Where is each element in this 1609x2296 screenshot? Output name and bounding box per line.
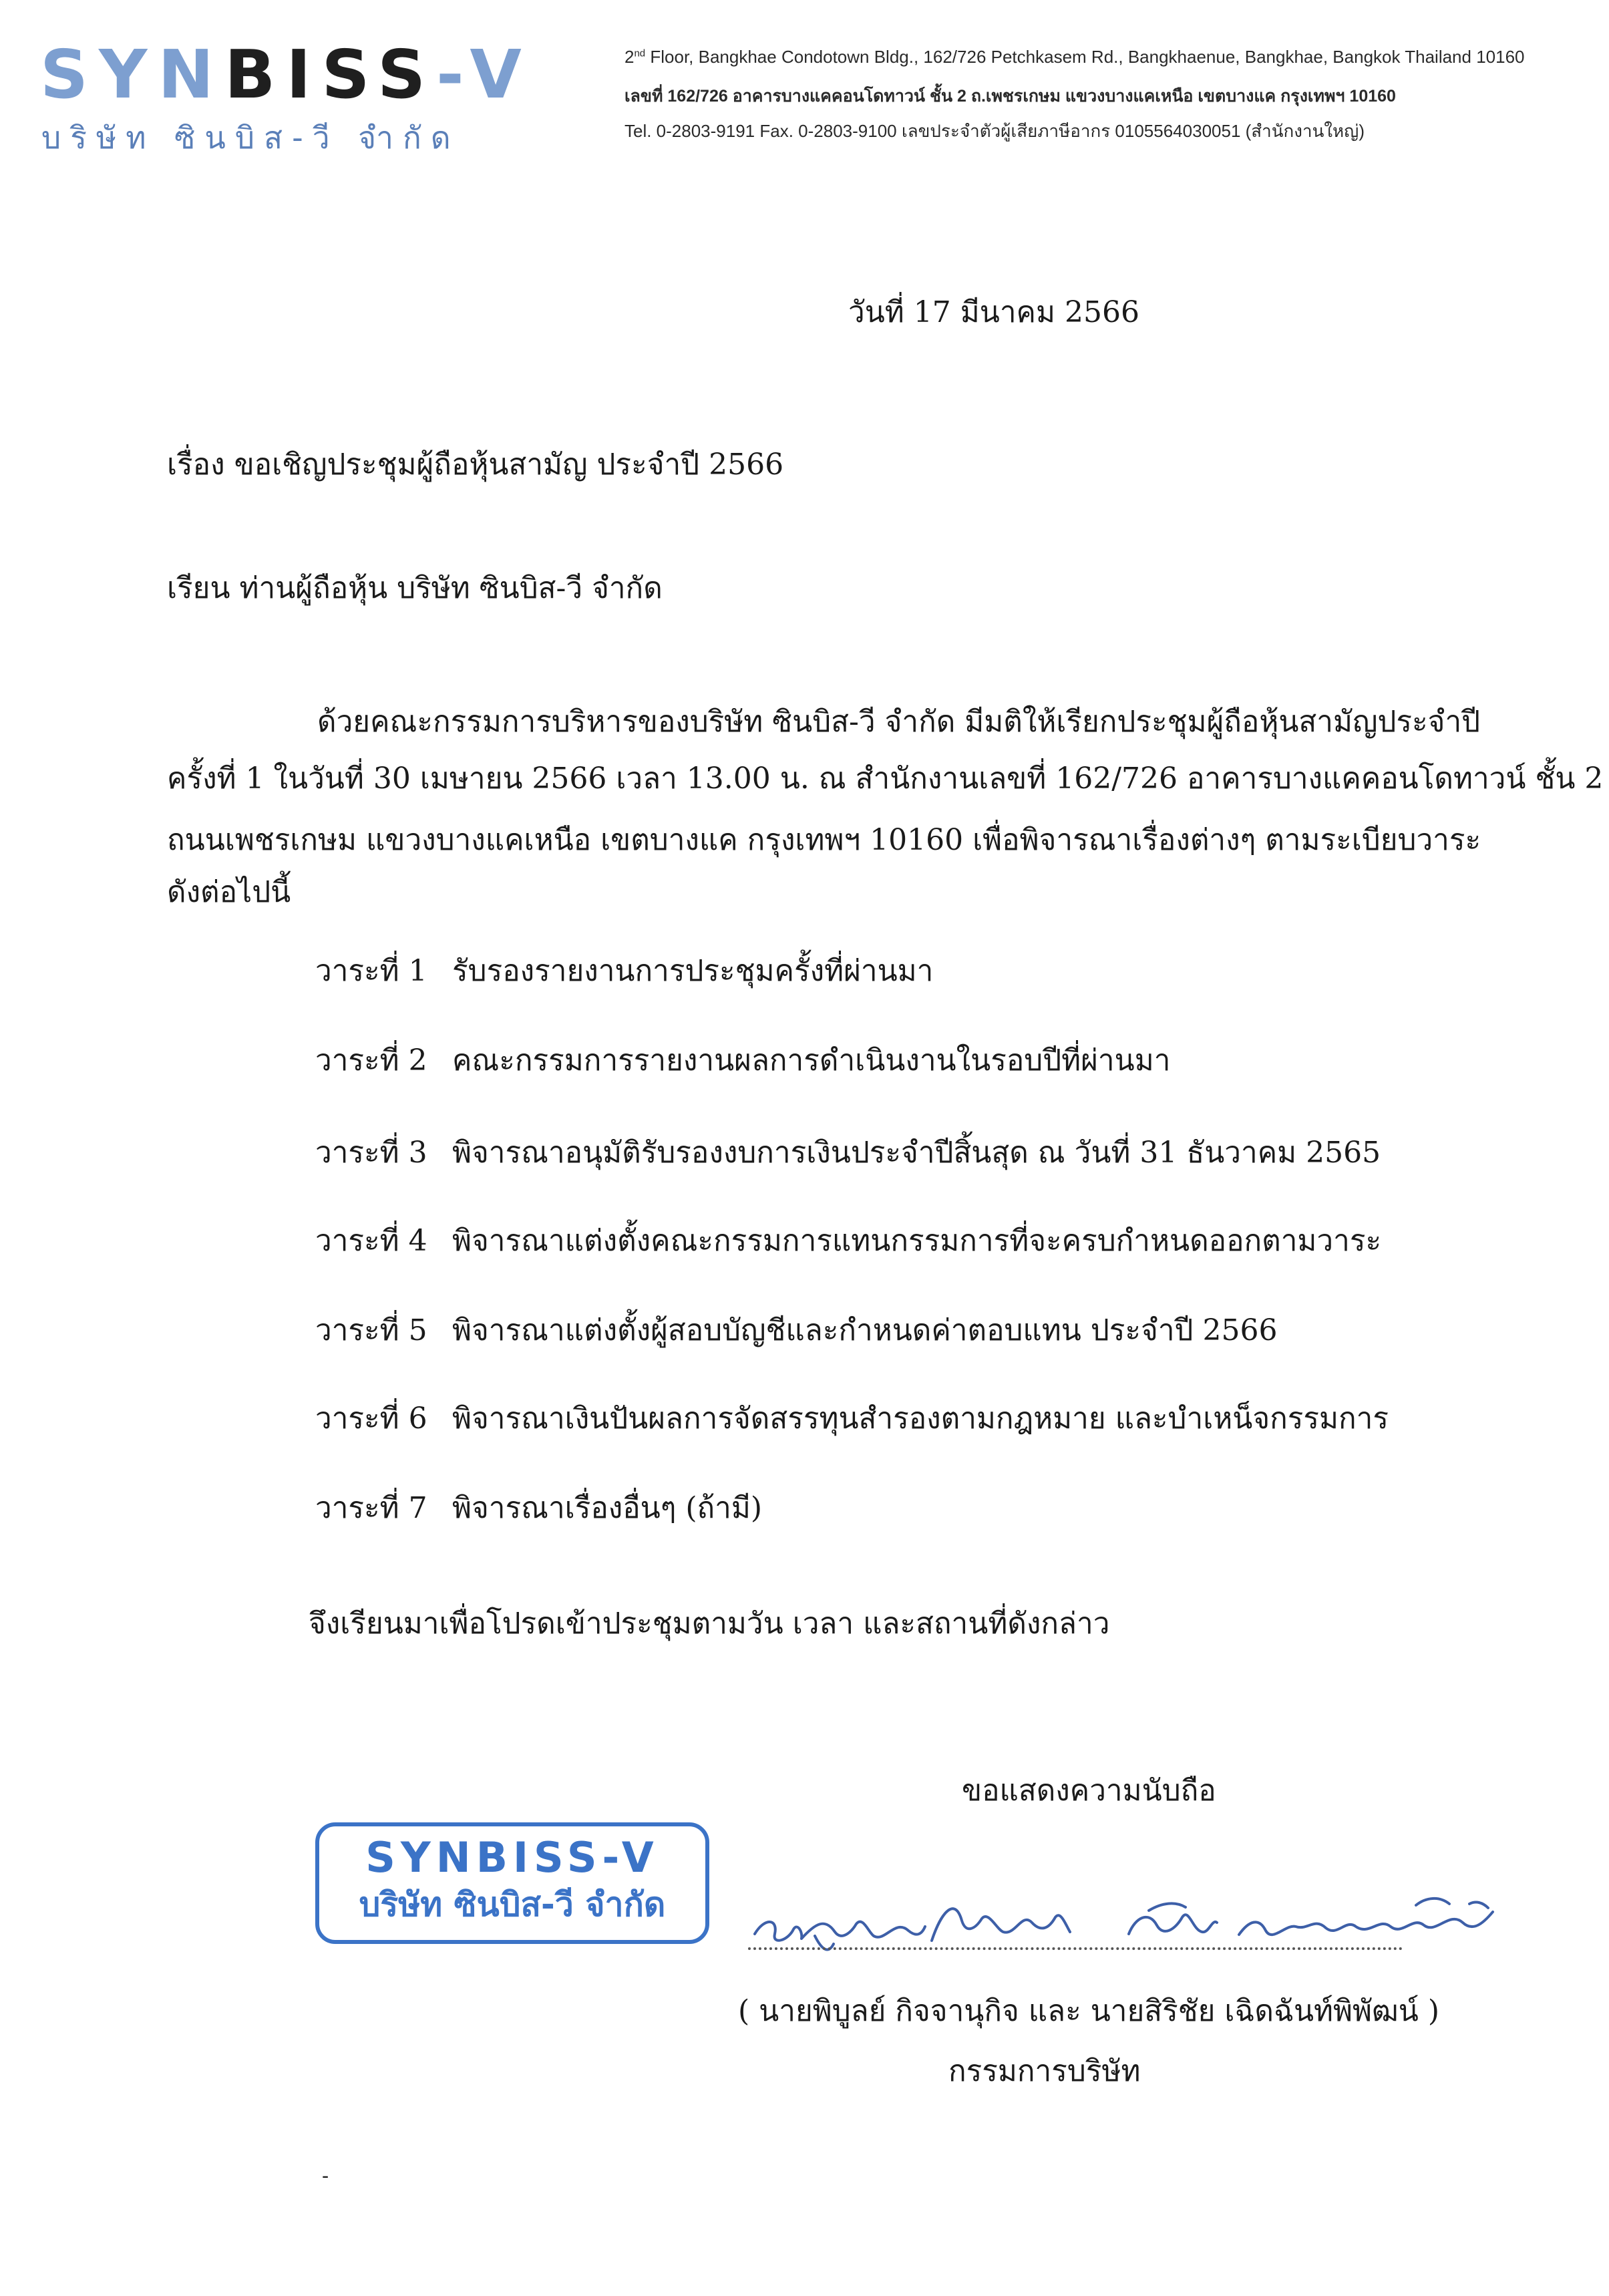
agenda-text: พิจารณาแต่งตั้งคณะกรรมการแทนกรรมการที่จะครบกำหนดออกตามวาระ (452, 1224, 1382, 1258)
company-logo (40, 35, 532, 114)
agenda-item (315, 1217, 1381, 1264)
signature-stroke (1149, 1903, 1186, 1911)
agenda-item (315, 1395, 1389, 1442)
agenda-number: วาระที่ 2 (315, 1043, 427, 1078)
signature-stroke (932, 1909, 1070, 1941)
agenda-item (315, 1484, 762, 1531)
address-floor-number: 2 (624, 47, 635, 67)
contact-line: Tel. 0-2803-9191 Fax. 0-2803-9100 เลขประจำตัวผู้เสียภาษีอากร 0105564030051 (สำนักงานใหญ่) (624, 121, 1365, 141)
signature-stroke (1129, 1915, 1217, 1934)
agenda-item (315, 1129, 1381, 1176)
signatory-names: ( นายพิบูลย์ กิจจานุกิจ และ นายสิริชัย เฉิดฉันท์พิพัฒน์ ) (738, 1994, 1440, 2028)
address-floor-suffix: nd (634, 47, 646, 59)
stamp-english-name: SYNBISS-V (365, 1833, 659, 1882)
agenda-number: วาระที่ 6 (315, 1402, 427, 1436)
stamp-thai-name: บริษัท ซินบิส-วี จำกัด (359, 1885, 666, 1924)
body-paragraph-line: ด้วยคณะกรรมการบริหารของบริษัท ซินบิส-วี จำกัด มีมติให้เรียกประชุมผู้ถือหุ้นสามัญประจำปี (317, 705, 1481, 739)
agenda-number: วาระที่ 3 (315, 1136, 427, 1170)
agenda-number: วาระที่ 1 (315, 954, 427, 988)
signature-stroke (1469, 1903, 1488, 1908)
letter-subject: เรื่อง ขอเชิญประชุมผู้ถือหุ้นสามัญ ประจำปี 2566 (167, 448, 784, 482)
agenda-item (315, 947, 933, 994)
address-english (624, 47, 1525, 67)
agenda-item (315, 1307, 1277, 1353)
agenda-text: พิจารณาแต่งตั้งผู้สอบบัญชีและกำหนดค่าตอบแทน ประจำปี 2566 (452, 1313, 1278, 1347)
letter-recipient: เรียน ท่านผู้ถือหุ้น บริษัท ซินบิส-วี จำกัด (167, 571, 663, 605)
signature-stroke (755, 1922, 925, 1941)
address-english-text: Floor, Bangkhae Condotown Bldg., 162/726 Petchkasem Rd., Bangkhaenue, Bangkhae, Bangkok Thailand 10160 (645, 47, 1525, 67)
regards-line: ขอแสดงความนับถือ (962, 1774, 1216, 1808)
body-paragraph-line: ถนนเพชรเกษม แขวงบางแคเหนือ เขตบางแค กรุงเทพฯ 10160 เพื่อพิจารณาเรื่องต่างๆ ตามระเบียบวาระ (167, 823, 1481, 857)
signature-stroke (1416, 1899, 1449, 1905)
signatory-title: กรรมการบริษัท (948, 2054, 1141, 2088)
company-name-thai: บริษัท ซินบิส-วี จำกัด (41, 120, 460, 156)
agenda-number: วาระที่ 7 (315, 1491, 427, 1525)
logo-part-dash-v: -V (436, 35, 532, 114)
signature-stroke (1239, 1912, 1493, 1935)
page-mark: - (322, 2164, 329, 2188)
agenda-text: พิจารณาอนุมัติรับรองงบการเงินประจำปีสิ้นสุด ณ วันที่ 31 ธันวาคม 2565 (452, 1136, 1381, 1170)
signature-dotted-line (748, 1947, 1403, 1950)
letter-date: วันที่ 17 มีนาคม 2566 (848, 295, 1139, 329)
agenda-text: พิจารณาเงินปันผลการจัดสรรทุนสำรองตามกฎหมาย และบำเหน็จกรรมการ (452, 1402, 1389, 1436)
body-paragraph-line: ครั้งที่ 1 ในวันที่ 30 เมษายน 2566 เวลา 13.00 น. ณ สำนักงานเลขที่ 162/726 อาคารบางแคคอนโดทาวน์ ชั้น 2 (167, 762, 1604, 796)
address-thai: เลขที่ 162/726 อาคารบางแคคอนโดทาวน์ ชั้น 2 ถ.เพชรเกษม แขวงบางแคเหนือ เขตบางแค กรุงเทพฯ 10160 (624, 87, 1396, 106)
agenda-item (315, 1037, 1170, 1084)
agenda-number: วาระที่ 5 (315, 1313, 427, 1347)
handwritten-signatures (741, 1870, 1509, 1971)
body-paragraph-line: ดังต่อไปนี้ (167, 875, 291, 909)
agenda-text: คณะกรรมการรายงานผลการดำเนินงานในรอบปีที่ผ่านมา (452, 1043, 1171, 1078)
company-stamp (315, 1822, 709, 1944)
logo-part-syn: SYN (40, 35, 225, 114)
agenda-text: รับรองรายงานการประชุมครั้งที่ผ่านมา (452, 954, 934, 988)
closing-sentence: จึงเรียนมาเพื่อโปรดเข้าประชุมตามวัน เวลา และสถานที่ดังกล่าว (309, 1607, 1110, 1641)
agenda-text: พิจารณาเรื่องอื่นๆ (ถ้ามี) (452, 1491, 763, 1525)
logo-part-biss: BISS (224, 35, 437, 114)
agenda-number: วาระที่ 4 (315, 1224, 427, 1258)
